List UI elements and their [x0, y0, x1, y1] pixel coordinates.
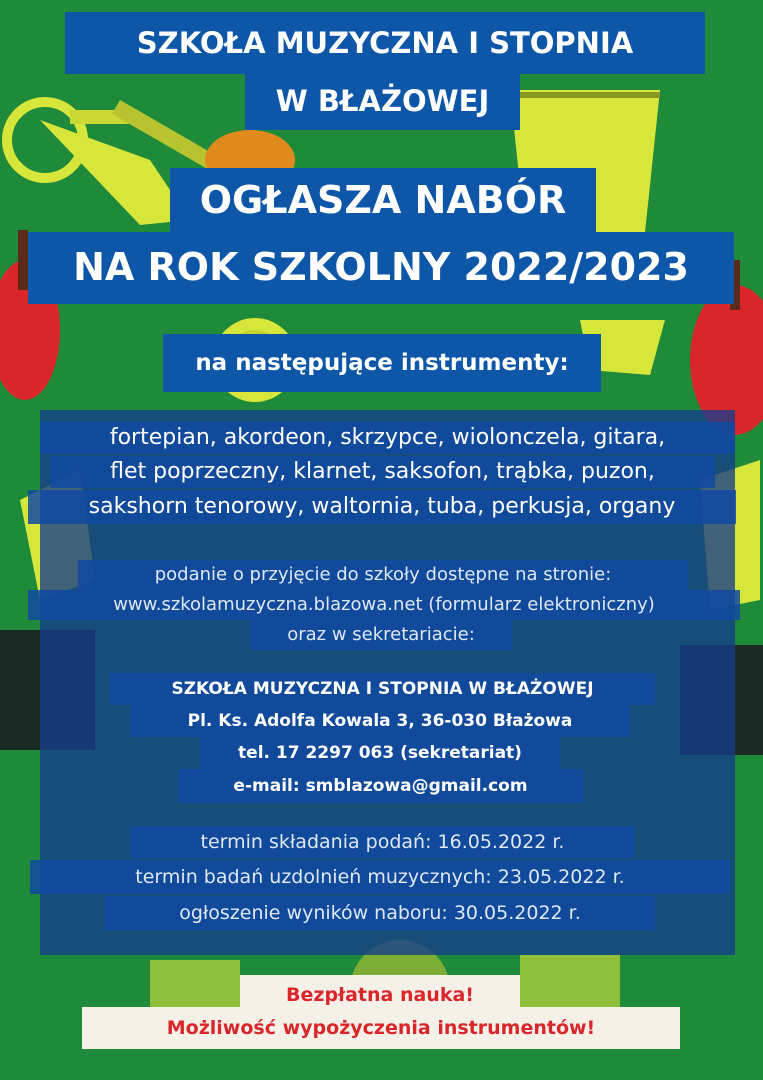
announcement-line-2: NA ROK SZKOLNY 2022/2023	[28, 232, 734, 304]
application-line-1: podanie o przyjęcie do szkoły dostępne na stronie:	[78, 560, 688, 590]
title-line-1: SZKOŁA MUZYCZNA I STOPNIA	[65, 12, 705, 74]
contact-address: Pl. Ks. Adolfa Kowala 3, 36-030 Błażowa	[130, 705, 630, 737]
instruments-list-line-3: sakshorn tenorowy, waltornia, tuba, perkusja, organy	[28, 490, 736, 524]
instruments-heading: na następujące instrumenty:	[163, 334, 601, 392]
contact-email[interactable]: e-mail: smblazowa@gmail.com	[178, 769, 583, 803]
instruments-list-line-1: fortepian, akordeon, skrzypce, wiolonczela, gitara,	[40, 422, 735, 454]
contact-phone: tel. 17 2297 063 (sekretariat)	[200, 737, 560, 769]
instrument-rental-note: Możliwość wypożyczenia instrumentów!	[82, 1007, 680, 1049]
application-line-3: oraz w sekretariacie:	[250, 620, 512, 650]
application-link[interactable]: www.szkolamuzyczna.blazowa.net (formularz elektroniczny)	[28, 590, 740, 620]
title-line-2: W BŁAŻOWEJ	[245, 74, 520, 130]
free-tuition-note: Bezpłatna nauka!	[240, 975, 520, 1015]
announcement-line-1: OGŁASZA NABÓR	[170, 168, 596, 232]
contact-school-name: SZKOŁA MUZYCZNA I STOPNIA W BŁAŻOWEJ	[110, 673, 655, 705]
date-results: ogłoszenie wyników naboru: 30.05.2022 r.	[105, 896, 655, 930]
date-applications: termin składania podań: 16.05.2022 r.	[130, 826, 635, 858]
date-aptitude-test: termin badań uzdolnień muzycznych: 23.05.2022 r.	[30, 860, 730, 894]
instruments-list-line-2: flet poprzeczny, klarnet, saksofon, trąbka, puzon,	[50, 456, 715, 488]
